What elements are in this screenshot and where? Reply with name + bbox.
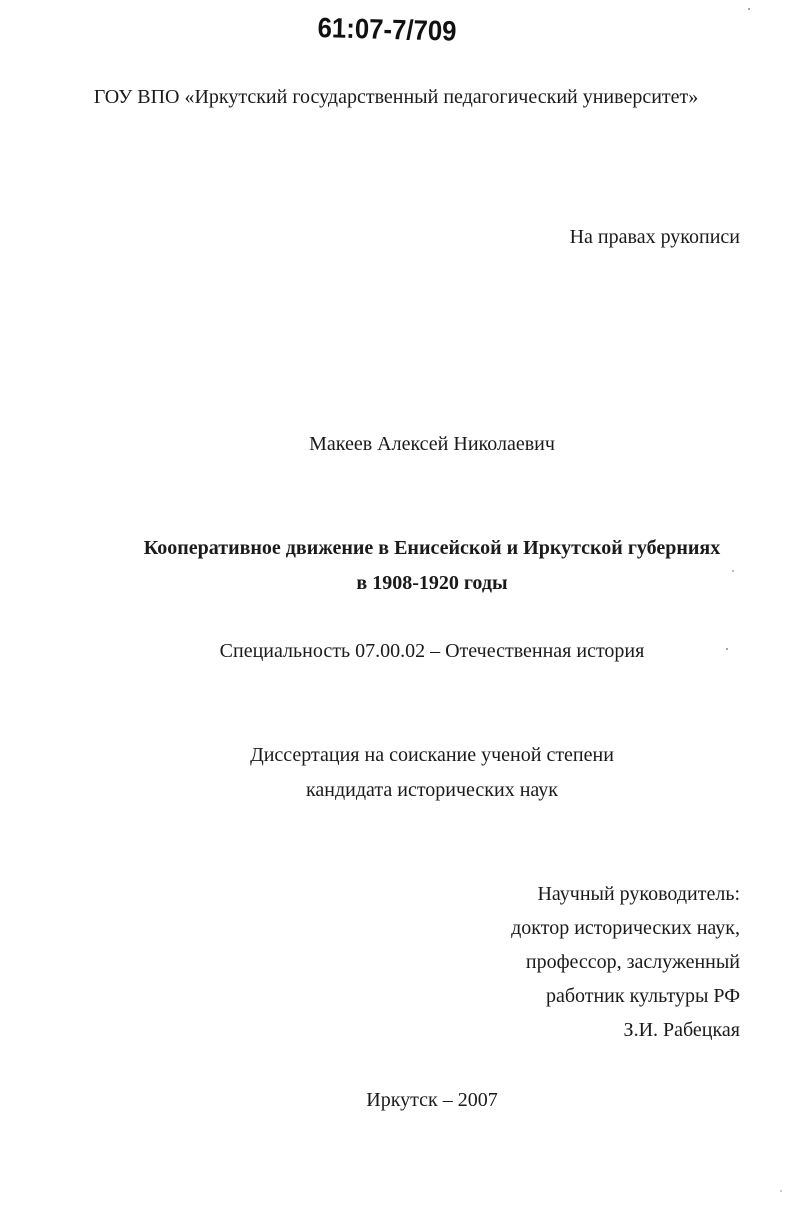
scan-speck [732, 570, 734, 572]
author-name: Макеев Алексей Николаевич [309, 433, 555, 455]
manuscript-rights-note: На правах рукописи [569, 226, 740, 248]
institution-name: ГОУ ВПО «Иркутский государственный педагогический университет» [93, 86, 699, 108]
supervisor-degree: доктор исторических наук, [511, 917, 740, 939]
supervisor-label: Научный руководитель: [537, 883, 740, 905]
place-and-year: Иркутск – 2007 [366, 1089, 498, 1111]
scan-speck [780, 1190, 782, 1192]
supervisor-name: З.И. Рабецкая [623, 1019, 740, 1041]
scan-speck [726, 648, 728, 650]
degree-line-1: Диссертация на соискание ученой степени [250, 744, 614, 766]
scan-speck [748, 8, 750, 10]
thesis-title-line-2: в 1908-1920 годы [356, 572, 508, 594]
archive-stamp: 61:07-7/709 [317, 12, 457, 47]
supervisor-award: работник культуры РФ [545, 985, 740, 1007]
thesis-title-line-1: Кооперативное движение в Енисейской и Иркутской губерниях [143, 537, 721, 559]
supervisor-title: профессор, заслуженный [525, 951, 740, 973]
specialty: Специальность 07.00.02 – Отечественная история [219, 640, 645, 662]
degree-line-2: кандидата исторических наук [305, 779, 559, 801]
